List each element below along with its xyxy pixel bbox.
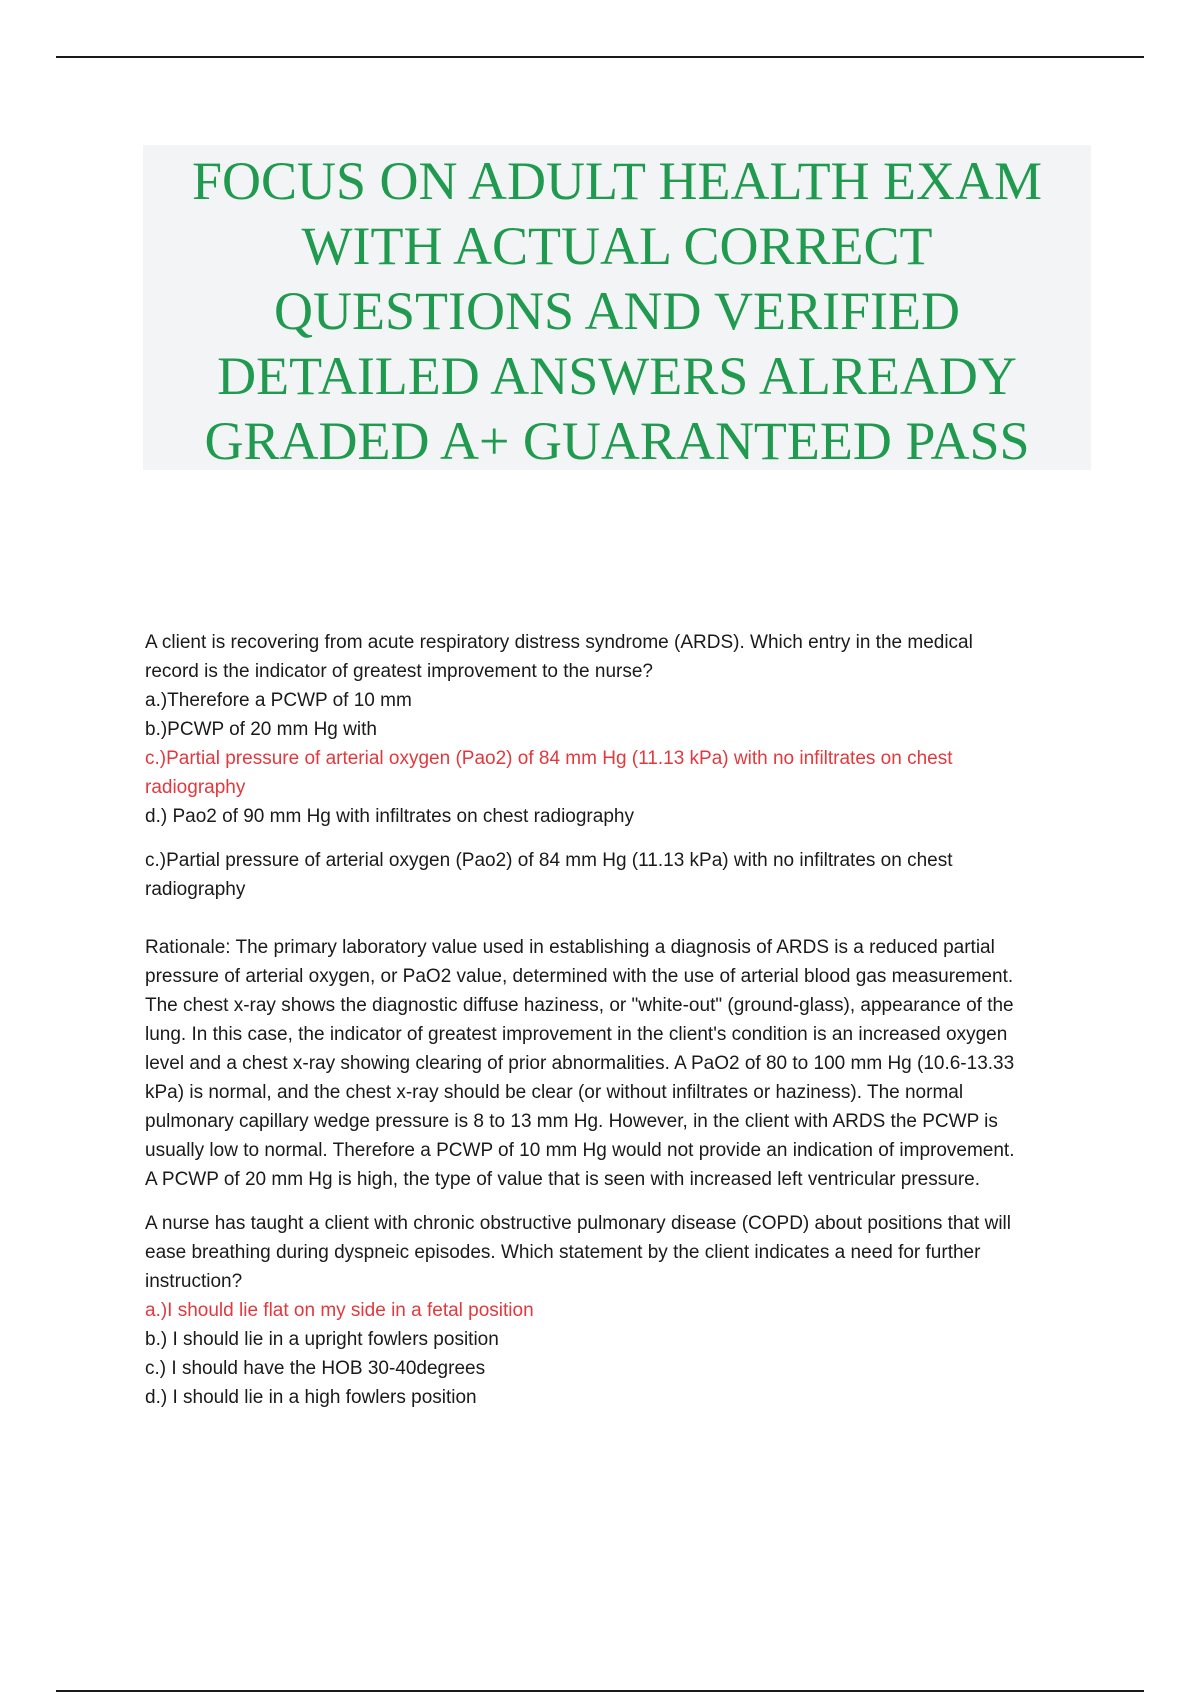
rationale-line: kPa) is normal, and the chest x-ray should be clear (or without infiltrates or haziness). The normal <box>145 1082 964 1103</box>
option-d: d.) I should lie in a high fowlers position <box>145 1387 477 1408</box>
rationale-line: Rationale: The primary laboratory value used in establishing a diagnosis of ARDS is a reduced partial <box>145 937 995 958</box>
option-a-correct: a.)I should lie flat on my side in a fetal position <box>145 1300 534 1321</box>
rationale-1 <box>145 933 1145 1194</box>
rationale-line: pressure of arterial oxygen, or PaO2 value, determined with the use of arterial blood gas measurement. <box>145 966 1014 987</box>
bottom-rule <box>56 1690 1144 1692</box>
question-stem: A nurse has taught a client with chronic obstructive pulmonary disease (COPD) about positions that will <box>145 1213 1011 1234</box>
title-line: WITH ACTUAL CORRECT <box>301 216 933 276</box>
option-b: b.) I should lie in a upright fowlers position <box>145 1329 499 1350</box>
option-c-correct: c.)Partial pressure of arterial oxygen (Pao2) of 84 mm Hg (11.13 kPa) with no infiltrates on chest <box>145 748 953 769</box>
answer-text: c.)Partial pressure of arterial oxygen (Pao2) of 84 mm Hg (11.13 kPa) with no infiltrates on chest <box>145 850 953 871</box>
rationale-line: A PCWP of 20 mm Hg is high, the type of value that is seen with increased left ventricular pressure. <box>145 1169 980 1190</box>
rationale-line: lung. In this case, the indicator of greatest improvement in the client's condition is an increased oxygen <box>145 1024 1008 1045</box>
document-body <box>145 628 1145 1412</box>
rationale-line: usually low to normal. Therefore a PCWP of 10 mm Hg would not provide an indication of improvement. <box>145 1140 1015 1161</box>
title-line: FOCUS ON ADULT HEALTH EXAM <box>191 151 1043 211</box>
top-rule <box>56 56 1144 58</box>
option-d: d.) Pao2 of 90 mm Hg with infiltrates on chest radiography <box>145 806 634 827</box>
question-stem: instruction? <box>145 1271 243 1292</box>
title-line: QUESTIONS AND VERIFIED <box>273 281 961 341</box>
rationale-line: level and a chest x-ray showing clearing of prior abnormalities. A PaO2 of 80 to 100 mm Hg (10.6-13.33 <box>145 1053 1015 1074</box>
option-c-correct: radiography <box>145 777 246 798</box>
answer-text: radiography <box>145 879 246 900</box>
title-line: DETAILED ANSWERS ALREADY <box>217 346 1017 406</box>
question-2 <box>145 1209 1145 1412</box>
document-title <box>143 145 1091 470</box>
option-b: b.)PCWP of 20 mm Hg with <box>145 719 377 740</box>
option-c: c.) I should have the HOB 30-40degrees <box>145 1358 486 1379</box>
rationale-line: pulmonary capillary wedge pressure is 8 to 13 mm Hg. However, in the client with ARDS the PCWP is <box>145 1111 998 1132</box>
rationale-line: The chest x-ray shows the diagnostic diffuse haziness, or "white-out" (ground-glass), appearance of the <box>145 995 1014 1016</box>
option-a: a.)Therefore a PCWP of 10 mm <box>145 690 412 711</box>
answer-1 <box>145 846 1145 904</box>
question-stem: A client is recovering from acute respiratory distress syndrome (ARDS). Which entry in the medical <box>145 632 973 653</box>
title-line: GRADED A+ GUARANTEED PASS <box>204 411 1030 471</box>
question-1 <box>145 628 1145 831</box>
question-stem: record is the indicator of greatest improvement to the nurse? <box>145 661 653 682</box>
question-stem: ease breathing during dyspneic episodes. Which statement by the client indicates a need for further <box>145 1242 981 1263</box>
